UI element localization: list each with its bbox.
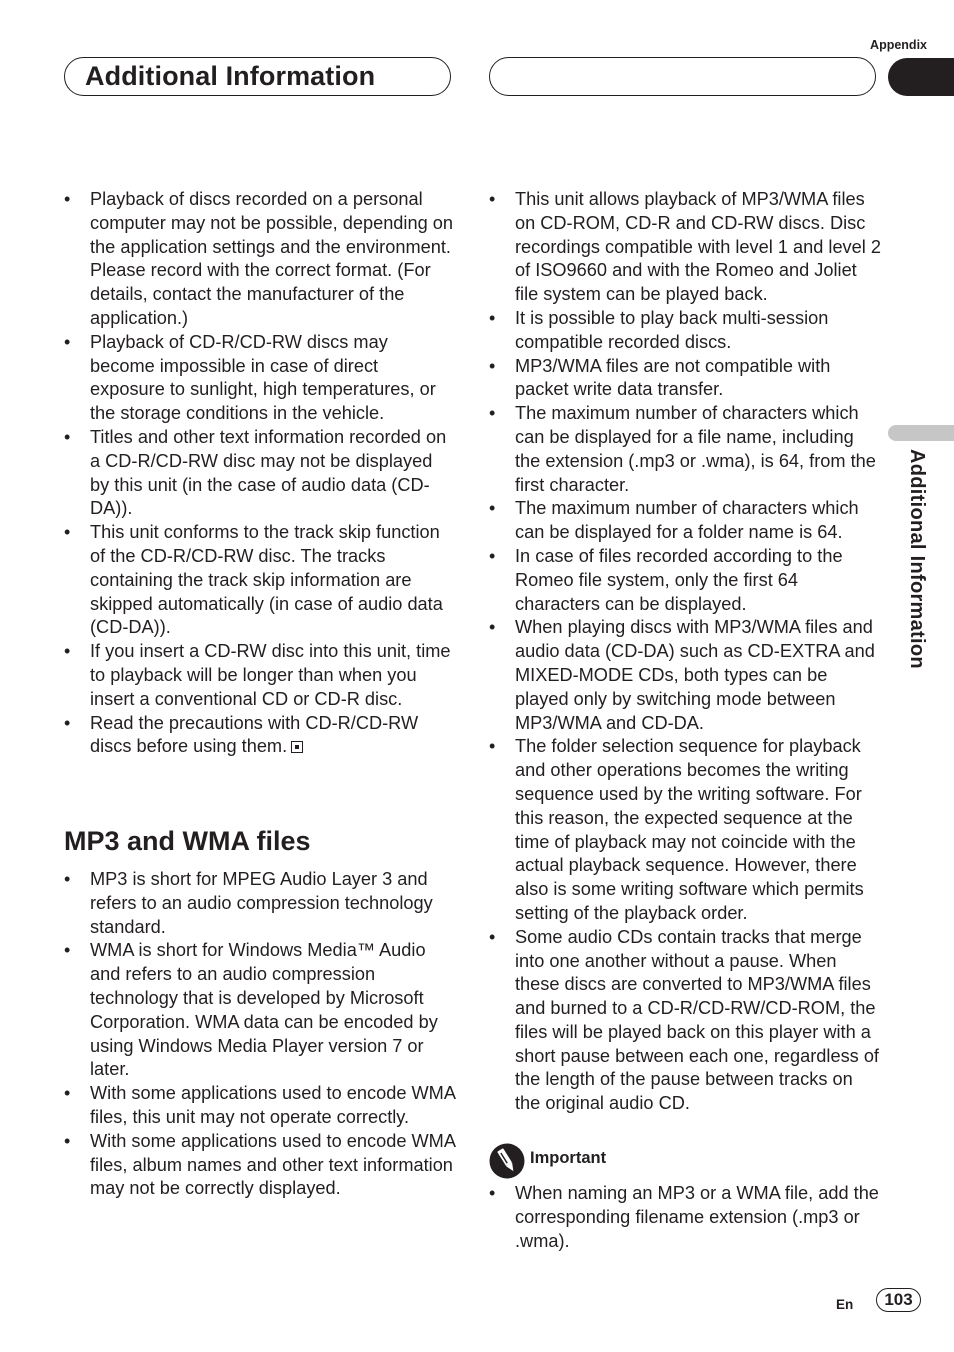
list-item: • Titles and other text information recorded on a CD-R/CD-RW disc may not be displayed by this unit (in the case of audio data (CD-DA)). [64,426,456,521]
important-label: Important [530,1149,607,1167]
appendix-label: Appendix [870,38,927,52]
list-item: • Some audio CDs contain tracks that merge into one another without a pause. When these discs are converted to MP3/WMA files and burned to a CD-R/CD-RW/CD-ROM, the files will be played back on this player with a short pause between each one, regardless of the length of the pause between tracks on the original audio CD. [489,926,881,1116]
list-item: • In case of files recorded according to the Romeo file system, only the first 64 characters can be displayed. [489,545,881,616]
section-header-box [64,57,451,96]
list-item: • WMA is short for Windows Media™ Audio and refers to an audio compression technology that is developed by Microsoft Corporation. WMA data can be encoded by using Windows Media Player version 7 or later. [64,939,456,1082]
list-item: • Playback of discs recorded on a personal computer may not be possible, depending on the application settings and the environment. Please record with the correct format. (For details, contact the manufacturer of the application.) [64,188,456,331]
list-item: • MP3/WMA files are not compatible with packet write data transfer. [489,355,881,403]
list-item: • The maximum number of characters which can be displayed for a folder name is 64. [489,497,881,545]
left-column [64,188,456,759]
list-item: • When playing discs with MP3/WMA files and audio data (CD-DA) such as CD-EXTRA and MIXED-MODE CDs, both types can be played only by switching mode between MP3/WMA and CD-DA. [489,616,881,735]
list-item-last [64,712,456,760]
important-pen-icon [489,1143,525,1179]
list-item: • With some applications used to encode WMA files, album names and other text information may not be correctly displayed. [64,1130,456,1201]
left-bullet-list [64,188,456,759]
mp3-wma-column [64,868,456,1201]
section-heading: MP3 and WMA files [64,826,311,856]
page-number: 103 [876,1288,921,1312]
side-index-text: Additional Information [906,449,928,669]
list-item: • MP3 is short for MPEG Audio Layer 3 and refers to an audio compression technology standard. [64,868,456,939]
important-column [489,1182,881,1253]
side-index-label [900,449,930,719]
language-label: En [836,1297,854,1312]
header-black-tab [888,58,954,96]
list-item: • With some applications used to encode WMA files, this unit may not operate correctly. [64,1082,456,1130]
list-item: • It is possible to play back multi-session compatible recorded discs. [489,307,881,355]
list-item-text: Read the precautions with CD-R/CD-RW discs before using them. [90,712,419,757]
list-item: • Playback of CD-R/CD-RW discs may become impossible in case of direct exposure to sunlight, high temperatures, or the storage conditions in the vehicle. [64,331,456,426]
mp3-wma-bullet-list [64,868,456,1201]
list-item: • The maximum number of characters which can be displayed for a file name, including the extension (.mp3 or .wma), is 64, from the first character. [489,402,881,497]
list-item: • This unit allows playback of MP3/WMA files on CD-ROM, CD-R and CD-RW discs. Disc recordings compatible with level 1 and level 2 of ISO9660 and with the Romeo and Joliet file system can be played back. [489,188,881,307]
side-index-tab [888,425,954,441]
list-item: • When naming an MP3 or a WMA file, add the corresponding filename extension (.mp3 or .wma). [489,1182,881,1253]
header-empty-box [489,57,876,96]
list-item: • This unit conforms to the track skip function of the CD-R/CD-RW disc. The tracks containing the track skip information are skipped automatically (in case of audio data (CD-DA)). [64,521,456,640]
list-item: • If you insert a CD-RW disc into this unit, time to playback will be longer than when you insert a conventional CD or CD-R disc. [64,640,456,711]
list-item: • The folder selection sequence for playback and other operations becomes the writing sequence used by the writing software. For this reason, the expected sequence at the time of playback may not coincide with the actual playback sequence. However, there also is some writing software which permits setting of the playback order. [489,735,881,925]
right-column [489,188,881,1116]
section-header-title: Additional Information [85,61,376,91]
important-bullet-list [489,1182,881,1253]
right-bullet-list [489,188,881,1116]
end-of-section-icon [291,741,303,753]
